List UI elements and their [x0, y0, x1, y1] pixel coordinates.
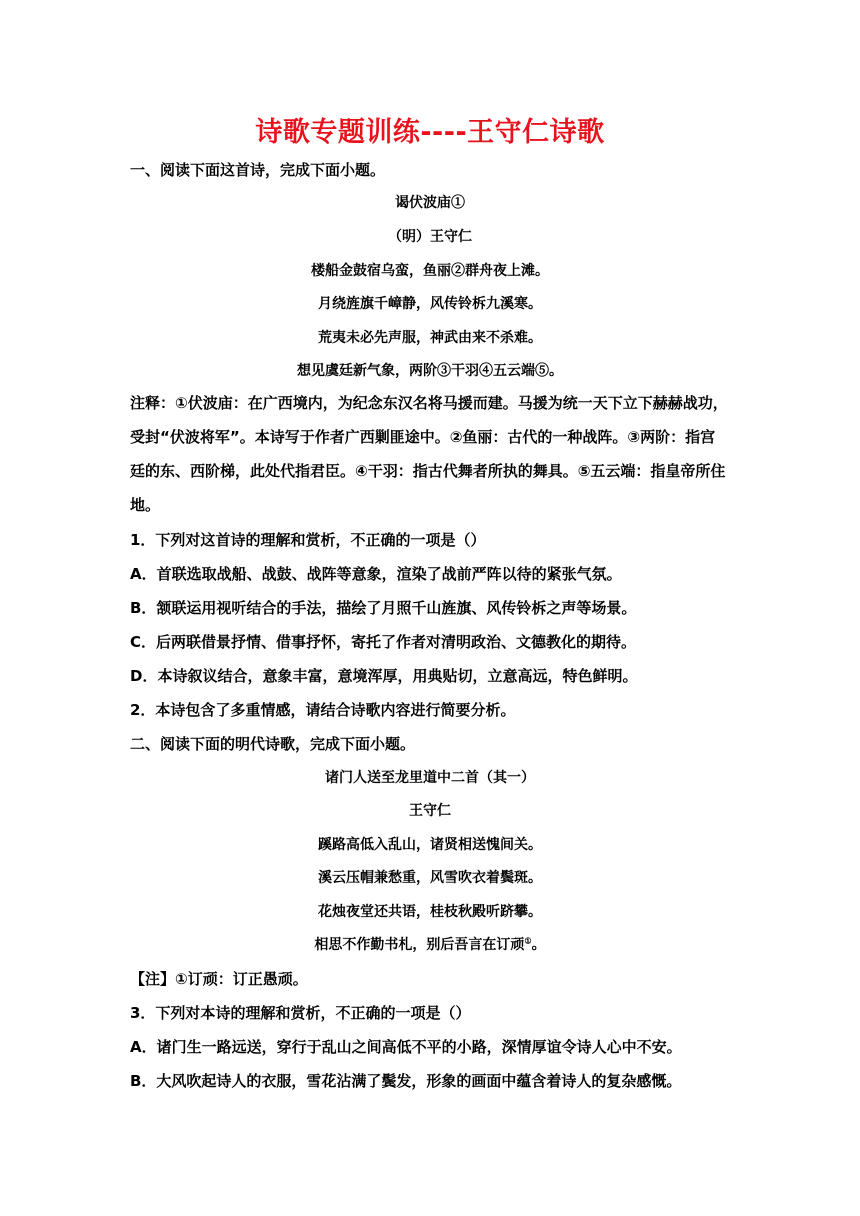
- poem1-line: 月绕旌旗千嶂静，风传铃柝九溪寒。: [318, 296, 542, 312]
- question-1: 1．下列对这首诗的理解和赏析，不正确的一项是（）: [130, 531, 486, 549]
- poem1-note: 注释：①伏波庙：在广西境内，为纪念东汉名将马援而建。马援为统一天下立下赫赫战功，受封“伏波将军”。本诗写于作者广西剿匪途中。②鱼丽：古代的一种战阵。③两阶：指宫廷的东、西阶梯，此处代指君臣。④干羽：指古代舞者所执的舞具。⑤五云端：指皇帝所住地。: [130, 394, 728, 514]
- poem1-author: （明）王守仁: [388, 229, 472, 245]
- poem1-line: 荒夷未必先声服，神武由来不杀难。: [318, 330, 542, 346]
- footnote-marker: ①: [524, 935, 532, 946]
- q1-option-d: D．本诗叙议结合，意象丰富，意境浑厚，用典贴切，立意高远，特色鲜明。: [130, 667, 638, 685]
- poem2-title: 诸门人送至龙里道中二首（其一）: [325, 770, 535, 786]
- section2-heading: 二、阅读下面的明代诗歌，完成下面小题。: [130, 735, 416, 753]
- poem1-line: 想见虞廷新气象，两阶③干羽④五云端⑤。: [297, 363, 563, 379]
- question-3: 3．下列对本诗的理解和赏析，不正确的一项是（）: [130, 1004, 471, 1022]
- poem2-last-line-end: 。: [531, 937, 546, 953]
- poem1-title: 谒伏波庙①: [395, 195, 465, 211]
- question-2: 2．本诗包含了多重情感，请结合诗歌内容进行简要分析。: [130, 701, 516, 719]
- poem2-line: [0, 934, 860, 954]
- poem2-line: 花烛夜堂还共语，桂枝秋殿听跻攀。: [318, 904, 542, 920]
- q3-option-a: A．诸门生一路远送，穿行于乱山之间高低不平的小路，深情厚谊令诗人心中不安。: [130, 1038, 682, 1056]
- q1-option-a: A．首联选取战船、战鼓、战阵等意象，渲染了战前严阵以待的紧张气氛。: [130, 565, 622, 583]
- poem2-author: 王守仁: [409, 803, 451, 819]
- poem2-line: 蹊路高低入乱山，诸贤相送愧间关。: [318, 837, 542, 853]
- poem2-line: 溪云压帽兼愁重，风雪吹衣着鬓斑。: [318, 870, 542, 886]
- poem2-last-line: 相思不作勤书札，别后吾言在订顽: [314, 937, 525, 953]
- q3-option-b: B．大风吹起诗人的衣服，雪花沾满了鬓发，形象的画面中蕴含着诗人的复杂感慨。: [130, 1072, 682, 1090]
- section1-heading: 一、阅读下面这首诗，完成下面小题。: [130, 161, 386, 179]
- page-title: 诗歌专题训练----王守仁诗歌: [255, 117, 605, 148]
- q1-option-c: C．后两联借景抒情、借事抒怀，寄托了作者对清明政治、文德教化的期待。: [130, 633, 637, 651]
- poem1-line: 楼船金鼓宿乌蛮，鱼丽②群舟夜上滩。: [311, 263, 549, 279]
- poem2-note: 【注】①订顽：订正愚顽。: [130, 970, 308, 988]
- q1-option-b: B．颔联运用视听结合的手法，描绘了月照千山旌旗、风传铃柝之声等场景。: [130, 599, 637, 617]
